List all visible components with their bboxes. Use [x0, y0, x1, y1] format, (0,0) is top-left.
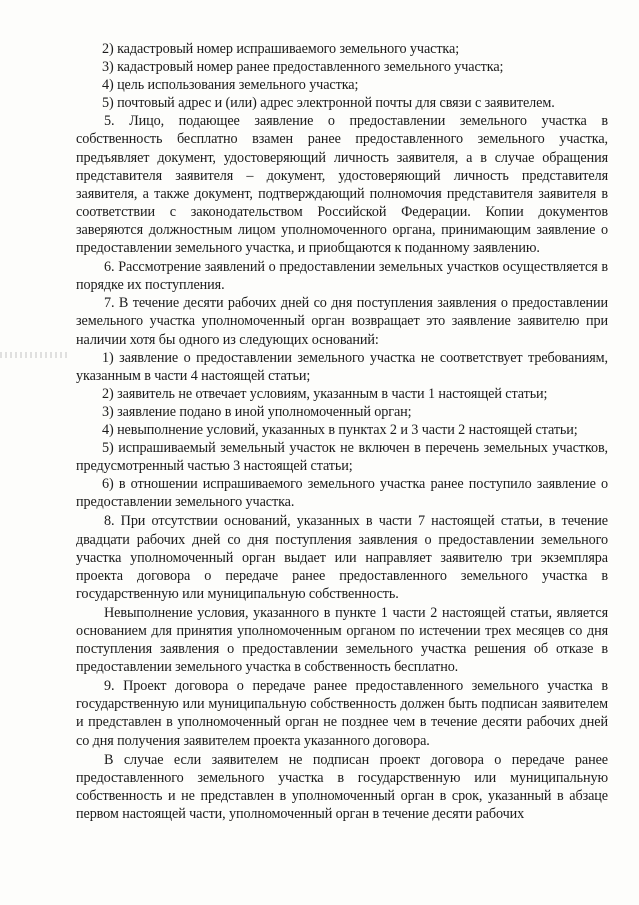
list-item-7-2: 2) заявитель не отвечает условиям, указанным в части 1 настоящей статьи; — [102, 385, 548, 402]
paragraph-8: 8. При отсутствии оснований, указанных в части 7 настоящей статьи, в течение двадцати рабочих дней со дня поступления заявления о предоставлении земельного участка уполномоченный орган выдает или направляет заявителю три экземпляра проекта договора о передаче ранее предоставленного земельного участка в государственную или муниципальную собственность. — [76, 513, 608, 602]
paragraph-7: 7. В течение десяти рабочих дней со дня поступления заявления о предоставлении земельного участка уполномоченный орган возвращает это заявление заявителю при наличии хотя бы одного из следующих оснований: — [76, 295, 608, 348]
list-item-7-3: 3) заявление подано в иной уполномоченный орган; — [102, 403, 412, 420]
list-item-contact-address: 5) почтовый адрес и (или) адрес электронной почты для связи с заявителем. — [102, 95, 555, 112]
paragraph-6: 6. Рассмотрение заявлений о предоставлении земельных участков осуществляется в порядке их поступления. — [76, 259, 608, 294]
list-item-cadastral-previous: 3) кадастровый номер ранее предоставленного земельного участка; — [102, 59, 504, 76]
list-item-7-4: 4) невыполнение условий, указанных в пунктах 2 и 3 части 2 настоящей статьи; — [102, 421, 578, 438]
document-body — [76, 40, 608, 823]
list-item-cadastral-requested: 2) кадастровый номер испрашиваемого земельного участка; — [102, 41, 460, 57]
paragraph-5: 5. Лицо, подающее заявление о предоставлении земельного участка в собственность бесплатно взамен ранее предоставленного земельного участка, предъявляет документ, удостоверяющий личность заявителя, а в случае обращения представителя заявителя – документ, удостоверяющий личность представителя заявителя, а также документ, подтверждающий полномочия представителя заявителя в соответствии с законодательством Российской Федерации. Копии документов заверяются должностным лицом уполномоченного органа, принимающим заявление о предоставлении земельного участка, и приобщаются к поданному заявлению. — [76, 113, 608, 257]
list-item-purpose: 4) цель использования земельного участка; — [102, 77, 359, 94]
list-item-7-6: 6) в отношении испрашиваемого земельного участка ранее поступило заявление о предоставлении земельного участка. — [76, 476, 608, 511]
paragraph-8-continued: Невыполнение условия, указанного в пункте 1 части 2 настоящей статьи, является основанием для принятия уполномоченным органом по истечении трех месяцев со дня поступления заявления о предоставлении земельного участка решения об отказе в предоставлении земельного участка в собственность бесплатно. — [76, 604, 608, 676]
paragraph-9-continued: В случае если заявителем не подписан проект договора о передаче ранее предоставленного земельного участка в государственную или муниципальную собственность и не представлен в уполномоченный орган в срок, указанный в абзаце первом настоящей части, уполномоченный орган в течение десяти рабочих — [76, 751, 608, 822]
list-item-7-1: 1) заявление о предоставлении земельного участка не соответствует требованиям, указанным в части 4 настоящей статьи; — [76, 349, 608, 384]
scan-artifact — [0, 352, 70, 358]
list-item-7-5: 5) испрашиваемый земельный участок не включен в перечень земельных участков, предусмотренный частью 3 настоящей статьи; — [76, 440, 608, 475]
paragraph-9: 9. Проект договора о передаче ранее предоставленного земельного участка в государственную или муниципальную собственность должен быть подписан заявителем и представлен в уполномоченный орган не позднее чем в течение десяти рабочих дней со дня получения заявителем проекта указанного договора. — [76, 678, 608, 749]
